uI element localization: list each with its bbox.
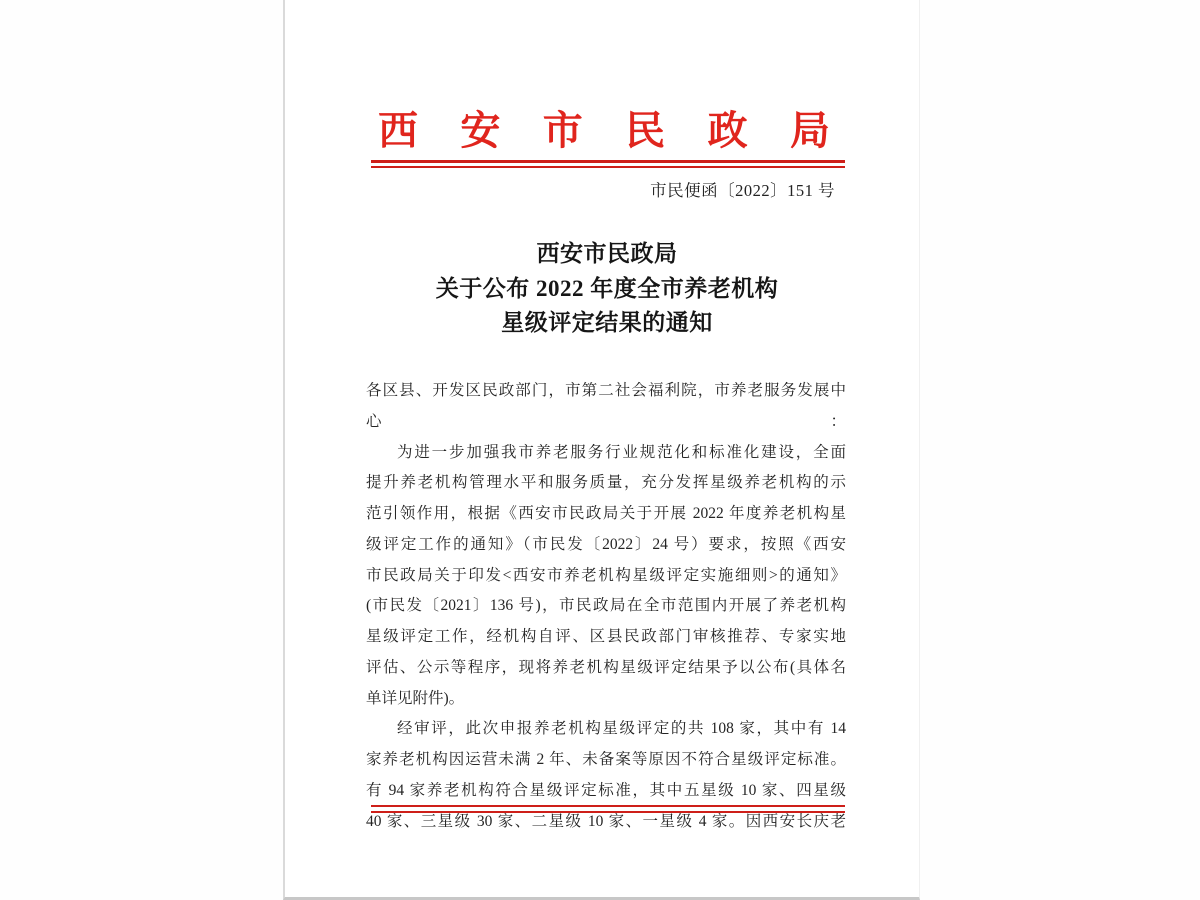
body-line: 范引领作用，根据《西安市民政局关于开展 2022 年度养老机构星 — [366, 505, 846, 522]
letterhead-char: 政 — [707, 108, 748, 153]
letterhead-title — [378, 109, 830, 153]
body-line: 星级评定工作，经机构自评、区县民政部门审核推荐、专家实地 — [366, 628, 846, 645]
footer-double-rule — [371, 805, 845, 813]
letterhead-char: 安 — [460, 108, 501, 153]
letterhead-char: 西 — [378, 108, 418, 153]
letterhead-char: 局 — [789, 108, 830, 153]
document-page — [283, 0, 920, 900]
body-line: (市民发〔2021〕136 号)，市民政局在全市范围内开展了养老机构 — [366, 597, 846, 615]
document-title-line: 关于公布 2022 年度全市养老机构 — [435, 275, 779, 301]
document-body — [366, 376, 846, 837]
letterhead-double-rule — [371, 160, 845, 168]
letterhead-char: 民 — [625, 108, 666, 153]
body-line: 40 家、三星级 30 家、二星级 10 家、一星级 4 家。因西安长庆老 — [366, 812, 846, 830]
document-title-line: 星级评定结果的通知 — [501, 310, 713, 335]
body-line: 有 94 家养老机构符合星级评定标准，其中五星级 10 家、四星级 — [366, 781, 846, 799]
body-line: 市民政局关于印发<西安市养老机构星级评定实施细则>的通知》 — [366, 566, 846, 584]
letterhead-char: 市 — [542, 108, 583, 153]
body-line-salutation: 各区县、开发区民政部门，市第二社会福利院，市养老服务发展中心： — [366, 382, 846, 430]
document-title — [285, 237, 919, 341]
body-line: 级评定工作的通知》（市民发〔2022〕24 号）要求，按照《西安 — [366, 535, 846, 553]
body-line: 评估、公示等程序，现将养老机构星级评定结果予以公布(具体名 — [366, 658, 846, 676]
body-line: 单详见附件)。 — [366, 689, 465, 707]
body-line: 家养老机构因运营未满 2 年、未备案等原因不符合星级评定标准。 — [366, 751, 846, 768]
doc-number: 市民便函〔2022〕151 号 — [650, 181, 835, 200]
document-title-line: 西安市民政局 — [536, 241, 678, 266]
body-line: 经审评，此次申报养老机构星级评定的共 108 家，其中有 14 — [397, 720, 846, 738]
body-line: 为进一步加强我市养老服务行业规范化和标准化建设，全面 — [397, 443, 846, 461]
body-line: 提升养老机构管理水平和服务质量，充分发挥星级养老机构的示 — [366, 474, 846, 492]
